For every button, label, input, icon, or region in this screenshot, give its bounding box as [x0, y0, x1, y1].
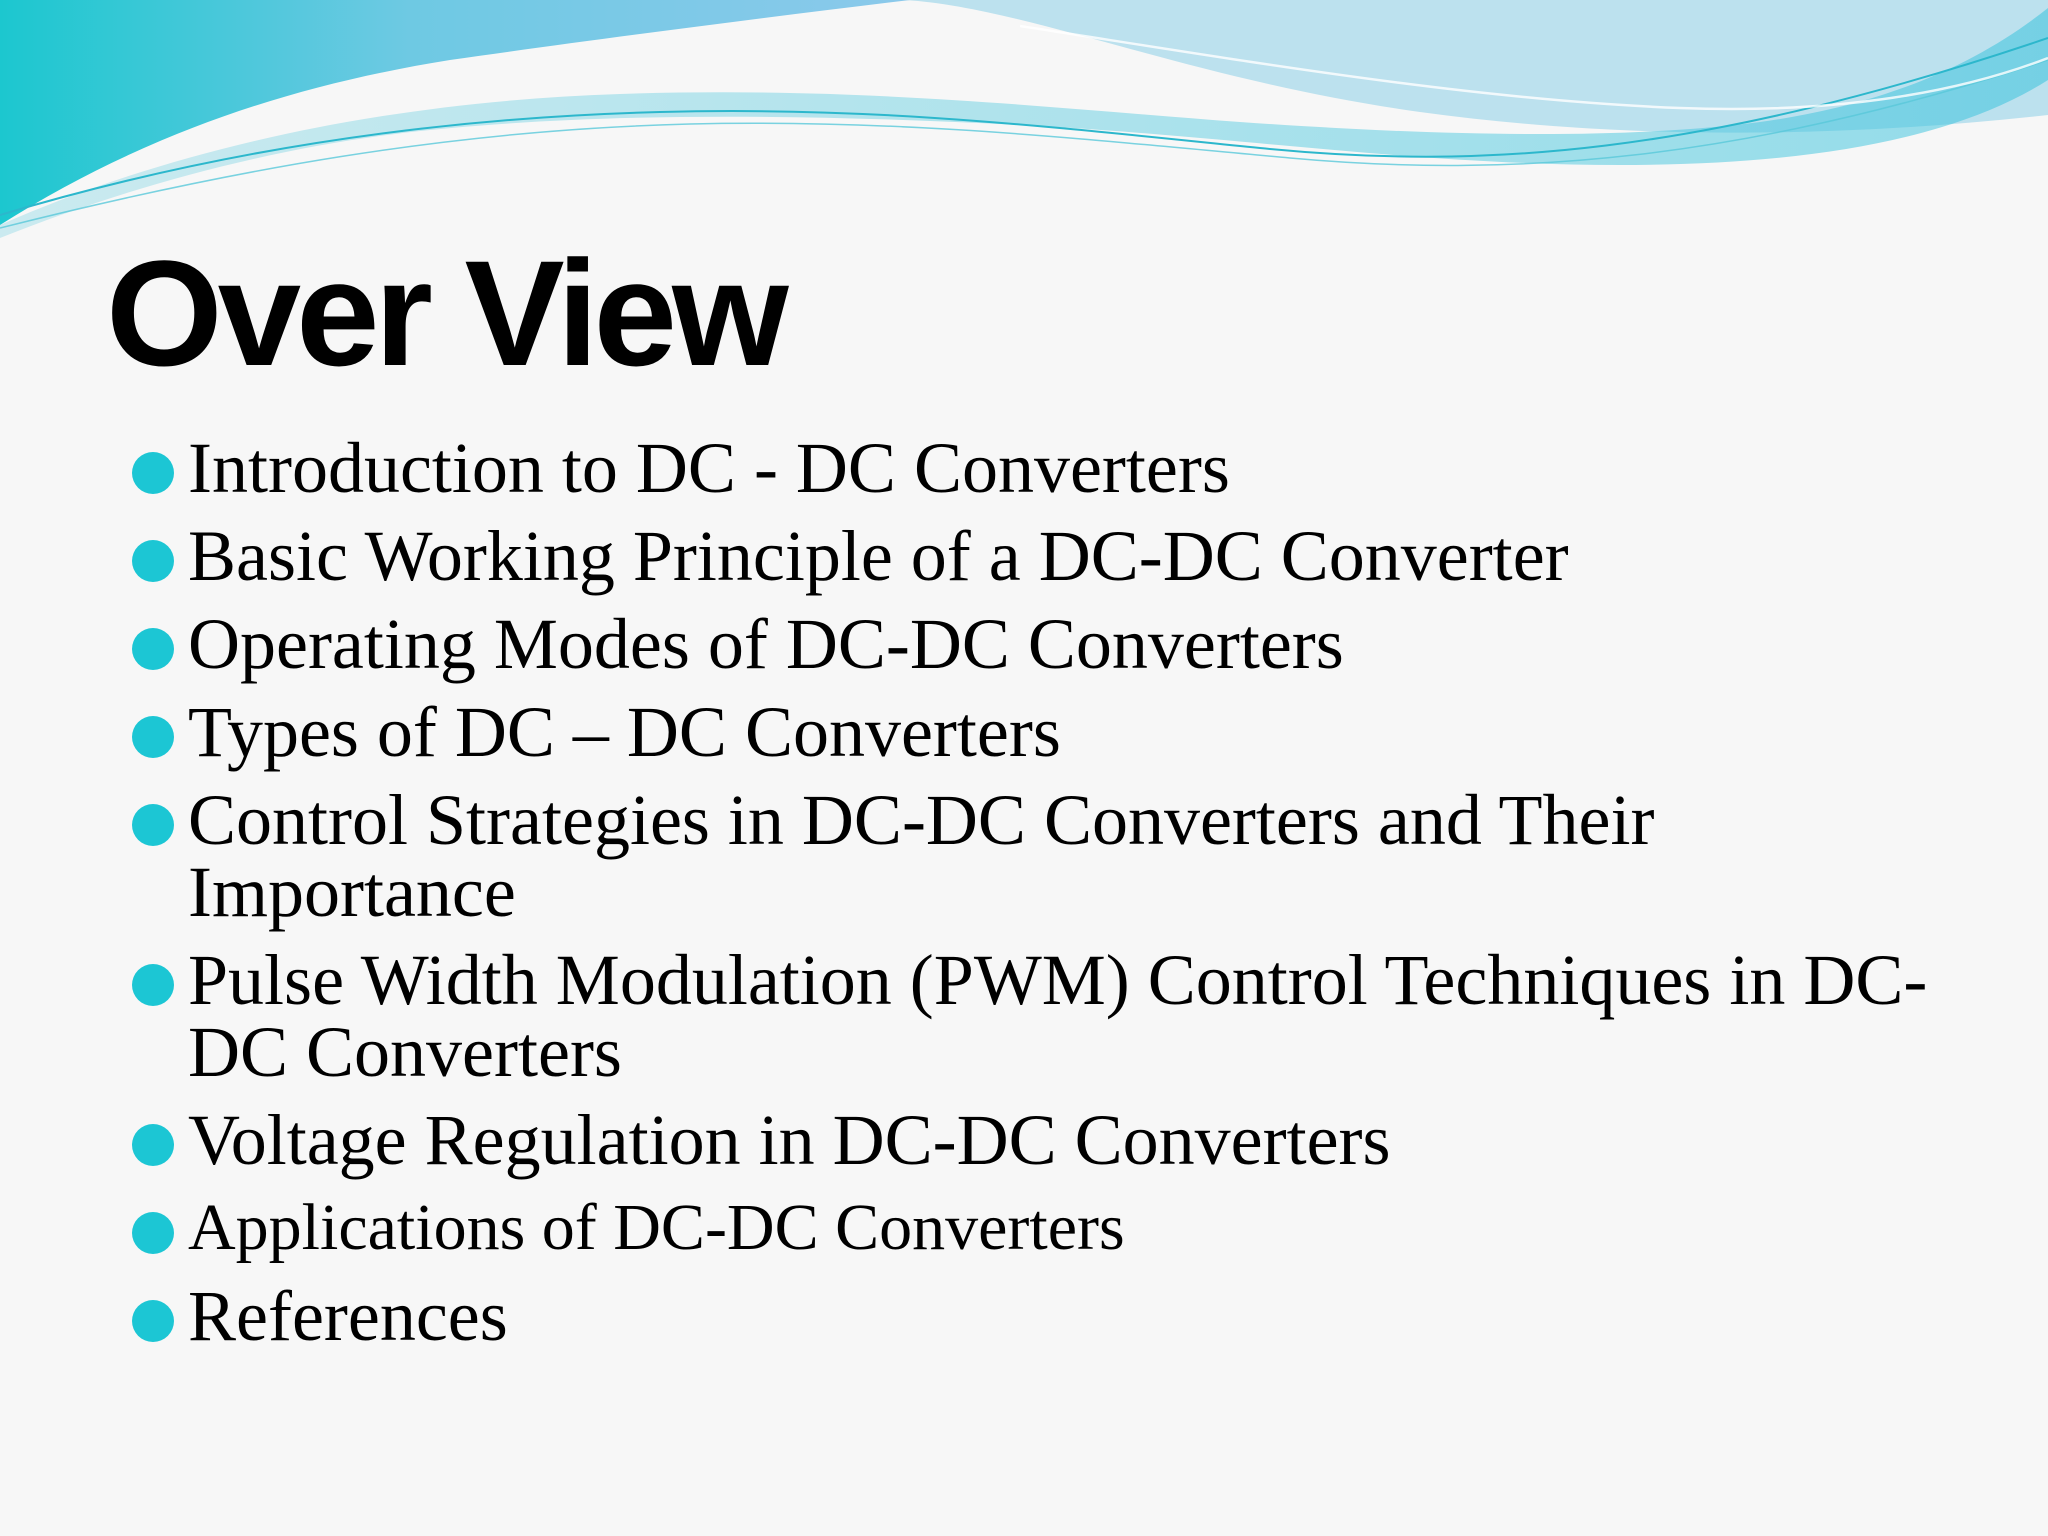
- bullet-dot-icon: [132, 1300, 174, 1342]
- bullet-item: [132, 1192, 1952, 1264]
- bullet-item: [132, 428, 1952, 508]
- bullet-item: [132, 780, 1952, 932]
- bullet-text: References: [188, 1276, 508, 1356]
- bullet-dot-icon: [132, 628, 174, 670]
- bullet-item: [132, 692, 1952, 772]
- bullet-dot-icon: [132, 1124, 174, 1166]
- bullet-item: [132, 516, 1952, 596]
- bullet-dot-icon: [132, 540, 174, 582]
- bullet-text: Types of DC – DC Converters: [188, 692, 1061, 772]
- bullet-text: Applications of DC-DC Converters: [188, 1191, 1125, 1264]
- bullet-text: Basic Working Principle of a DC-DC Converter: [188, 516, 1569, 596]
- bullet-item: [132, 604, 1952, 684]
- bullet-text: Introduction to DC - DC Converters: [188, 428, 1230, 508]
- bullet-dot-icon: [132, 804, 174, 846]
- bullet-dot-icon: [132, 964, 174, 1006]
- bullet-dot-icon: [132, 452, 174, 494]
- bullet-text: Operating Modes of DC-DC Converters: [188, 604, 1344, 684]
- bullet-text: Voltage Regulation in DC-DC Converters: [188, 1100, 1391, 1180]
- bullet-item: [132, 940, 1952, 1092]
- bullet-text: Control Strategies in DC-DC Converters and Their Importance: [188, 780, 1655, 932]
- slide-title: Over View: [106, 229, 784, 397]
- bullet-item: [132, 1100, 1952, 1180]
- bullet-list: [132, 428, 1952, 1368]
- bullet-text: Pulse Width Modulation (PWM) Control Techniques in DC-DC Converters: [188, 940, 1928, 1092]
- bullet-dot-icon: [132, 716, 174, 758]
- bullet-item: [132, 1276, 1952, 1356]
- header-wave-decoration: [0, 0, 2048, 240]
- bullet-dot-icon: [132, 1212, 174, 1254]
